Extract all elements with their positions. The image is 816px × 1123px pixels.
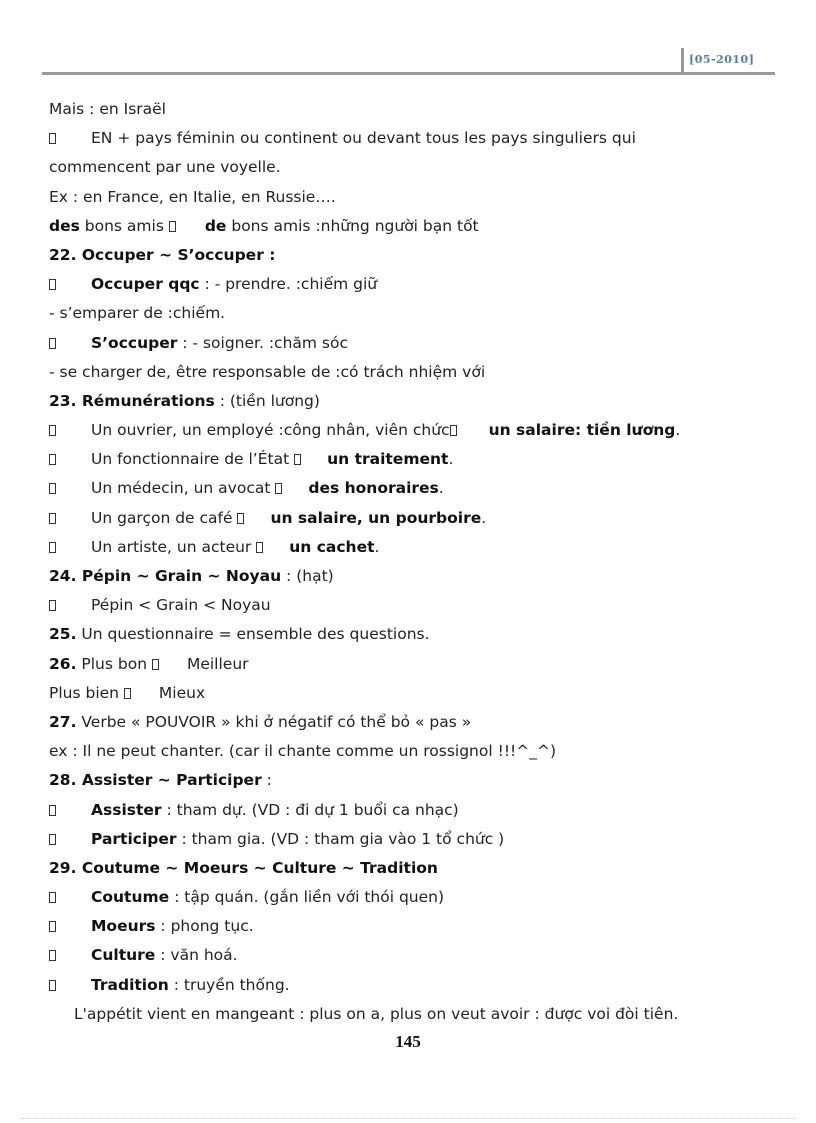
arrow-box-icon — [124, 688, 131, 699]
section-heading: 27. Verbe « POUVOIR » khi ở négatif có thể bỏ « pas » — [49, 712, 472, 731]
section-heading: 25. Un questionnaire = ensemble des questions. — [49, 625, 430, 644]
section-heading: 22. Occuper ~ S’occuper : — [49, 245, 276, 264]
bullet-line: Un ouvrier, un employé :công nhân, viên chức un salaire: tiền lương. — [49, 416, 789, 445]
section-heading: 29. Coutume ~ Moeurs ~ Culture ~ Tradition — [49, 858, 438, 877]
bullet-box-icon — [49, 483, 56, 494]
section-heading: 23. Rémunérations : (tiền lương) — [49, 391, 320, 410]
bullet-box-icon — [49, 338, 56, 349]
section-heading: 24. Pépin ~ Grain ~ Noyau : (hạt) — [49, 567, 334, 585]
bullet-line: Culture : văn hoá. — [49, 941, 789, 970]
text-line: des bons amis de bons amis :những người bạn tốt — [49, 216, 479, 235]
bullet-line: Un médecin, un avocat des honoraires. — [49, 474, 789, 503]
arrow-box-icon — [256, 542, 263, 553]
bullet-box-icon — [49, 133, 56, 144]
text-line: commencent par une voyelle. — [49, 158, 281, 177]
bullet-box-icon — [49, 980, 56, 991]
bullet-box-icon — [49, 921, 56, 932]
bullet-line: Participer : tham gia. (VD : tham gia vào 1 tổ chức ) — [49, 825, 789, 854]
arrow-box-icon — [450, 425, 457, 436]
bullet-box-icon — [49, 892, 56, 903]
bullet-box-icon — [49, 834, 56, 845]
text-line: Ex : en France, en Italie, en Russie…. — [49, 187, 336, 206]
bullet-line: Pépin < Grain < Noyau — [49, 591, 789, 620]
arrow-box-icon — [275, 483, 282, 494]
bullet-box-icon — [49, 805, 56, 816]
bullet-line: Un artiste, un acteur un cachet. — [49, 533, 789, 562]
arrow-box-icon — [152, 659, 159, 670]
page-content — [49, 95, 789, 1029]
section-heading: 28. Assister ~ Participer : — [49, 771, 272, 790]
arrow-box-icon — [169, 221, 176, 232]
page-number: 145 — [395, 1032, 421, 1051]
header-divider — [681, 48, 684, 72]
bullet-box-icon — [49, 542, 56, 553]
bullet-line: S’occuper : - soigner. :chăm sóc — [49, 329, 789, 358]
text-line: Plus bien Mieux — [49, 683, 206, 702]
bullet-box-icon — [49, 454, 56, 465]
bullet-box-icon — [49, 513, 56, 524]
text-line: - s’emparer de :chiếm. — [49, 304, 226, 323]
bullet-line: Occuper qqc : - prendre. :chiếm giữ — [49, 270, 789, 299]
bullet-line: Un garçon de café un salaire, un pourboire. — [49, 504, 789, 533]
text-line: ex : Il ne peut chanter. (car il chante comme un rossignol !!!^_^) — [49, 742, 557, 761]
bullet-line: Moeurs : phong tục. — [49, 912, 789, 941]
header-date: [05-2010] — [689, 53, 755, 66]
proverb: L'appétit vient en mangeant : plus on a, plus on veut avoir : được voi đòi tiên. — [74, 1004, 679, 1023]
header-rule — [42, 72, 775, 75]
arrow-box-icon — [294, 454, 301, 465]
bullet-line: Assister : tham dự. (VD : đi dự 1 buổi ca nhạc) — [49, 796, 789, 825]
arrow-box-icon — [237, 513, 244, 524]
bullet-line: Un fonctionnaire de l’État un traitement. — [49, 445, 789, 474]
bullet-box-icon — [49, 425, 56, 436]
bullet-line: EN + pays féminin ou continent ou devant tous les pays singuliers qui — [49, 124, 789, 153]
bullet-box-icon — [49, 600, 56, 611]
bullet-box-icon — [49, 279, 56, 290]
bullet-line: Tradition : truyền thống. — [49, 971, 789, 1000]
text-line: Mais : en Israël — [49, 100, 166, 118]
bullet-box-icon — [49, 950, 56, 961]
section-heading: 26. Plus bon Meilleur — [49, 654, 249, 673]
bullet-line: Coutume : tập quán. (gắn liền với thói quen) — [49, 883, 789, 912]
text-line: - se charger de, être responsable de :có trách nhiệm với — [49, 362, 486, 381]
footer-dotted-line — [20, 1118, 796, 1119]
